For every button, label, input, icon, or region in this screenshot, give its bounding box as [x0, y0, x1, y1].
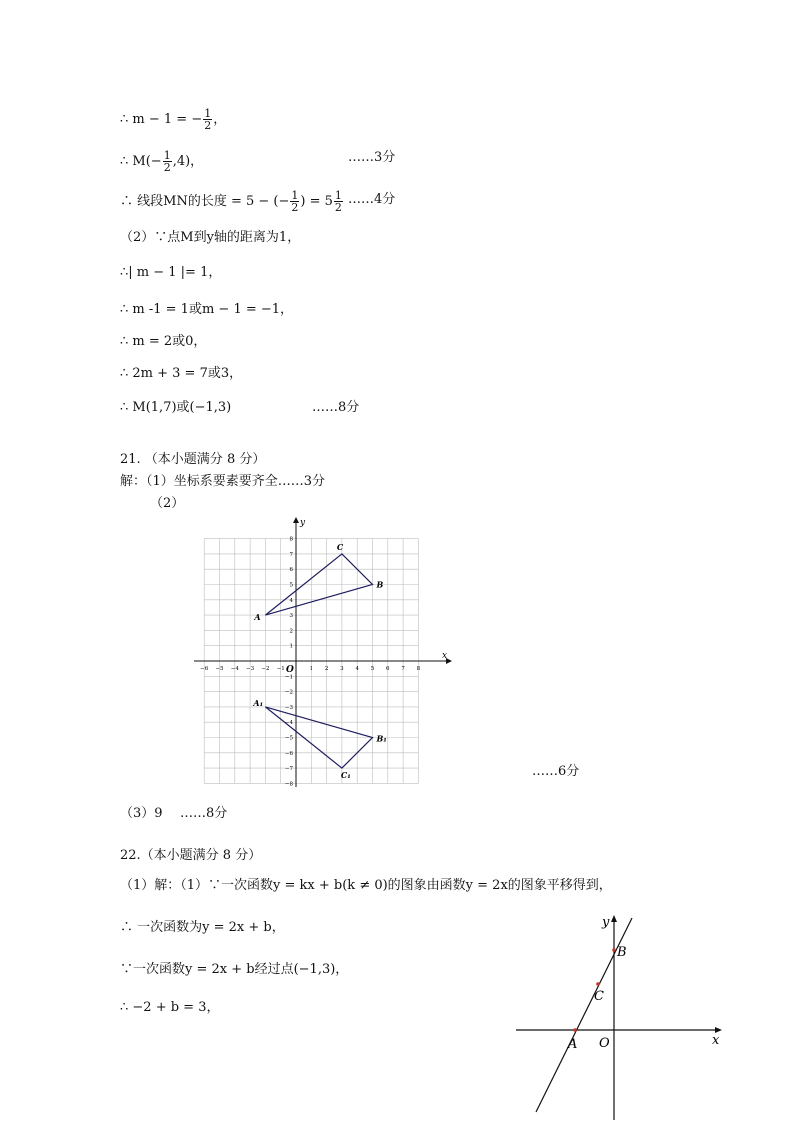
score-8: ……8分: [312, 400, 360, 415]
line-6: ∴ m -1 = 1或m − 1 = −1，: [120, 302, 294, 317]
y-tick-label: −2: [284, 689, 293, 696]
y-tick-label: 3: [289, 613, 293, 620]
score-3: ……3分: [348, 150, 396, 165]
y-axis-label: y: [602, 915, 610, 930]
x-tick-label: −1: [276, 666, 285, 672]
line-1: ∴ m − 1 = − $\frac{1}{2}$ ，: [120, 107, 227, 132]
fraction: $\frac{1}{2}$: [163, 149, 171, 174]
y-tick-label: 8: [289, 536, 293, 543]
fraction: $\frac{1}{2}$: [204, 107, 212, 132]
score-4: ……4分: [348, 192, 396, 207]
q22-line3: ∵一次函数y = 2x + b经过点(−1,3)，: [120, 962, 349, 977]
y-tick-label: 1: [289, 643, 293, 650]
x-tick-label: 4: [355, 666, 359, 672]
point-a-marker: [573, 1028, 577, 1032]
q21-part1: 解：（1）坐标系要素要齐全……3分: [120, 474, 326, 489]
point-c-label: C: [594, 989, 604, 1004]
y-tick-label: −5: [284, 735, 293, 742]
line-7: ∴ m = 2或0，: [120, 334, 207, 349]
line-2: ∴ M(− $\frac{1}{2}$ ,4)，: [120, 149, 204, 174]
y-axis-arrow: [293, 517, 299, 523]
y-tick-label: −7: [284, 766, 293, 773]
q22-line2: ∴ 一次函数为y = 2x + b，: [120, 920, 285, 935]
line-5: ∴| m − 1 |= 1，: [120, 265, 222, 280]
x-tick-label: 3: [340, 666, 344, 672]
y-tick-label: −8: [284, 781, 293, 788]
linear-function-graph: [510, 910, 740, 1122]
q21-part3: （3）9: [120, 806, 163, 821]
y-tick-label: 4: [289, 597, 293, 604]
x-tick-label: −5: [215, 666, 224, 672]
fraction: $\frac{1}{2}$: [291, 189, 299, 214]
q21-heading: 21. （本小题满分 8 分）: [120, 452, 266, 467]
y-tick-label: −4: [284, 720, 293, 727]
x-tick-label: 5: [370, 666, 375, 672]
y-tick-label: −1: [284, 674, 293, 681]
y-tick-label: 7: [289, 551, 293, 558]
vertex-label-C: C: [336, 541, 344, 552]
x-tick-label: −6: [200, 666, 209, 672]
q22-heading: 22.（本小题满分 8 分）: [120, 848, 262, 863]
x-tick-label: −4: [230, 666, 239, 672]
y-axis-label: y: [300, 518, 306, 528]
line-9: ∴ M(1,7)或(−1,3): [120, 400, 232, 415]
y-tick-label: −6: [284, 750, 293, 757]
q21-part2: （2）: [150, 496, 185, 511]
x-tick-label: −2: [261, 666, 270, 672]
vertex-label-A₁: A₁: [253, 697, 264, 708]
x-tick-label: 7: [401, 666, 405, 672]
point-b-label: B: [617, 945, 627, 960]
y-axis-arrow: [611, 915, 617, 922]
vertex-label-C₁: C₁: [340, 770, 351, 781]
x-axis-label: x: [442, 651, 448, 661]
line-8: ∴ 2m + 3 = 7或3，: [120, 366, 243, 381]
vertex-label-A: A: [254, 612, 261, 623]
coordinate-grid-graph: [190, 515, 460, 790]
origin-label: O: [599, 1036, 610, 1051]
x-tick-label: 1: [309, 666, 314, 672]
y-tick-label: 5: [289, 582, 293, 589]
x-tick-label: 2: [324, 666, 329, 672]
x-tick-label: −3: [246, 666, 255, 672]
q22-line1: （1）解：（1）∵一次函数y = kx + b(k ≠ 0)的图象由函数y = 2x的图象平移得到，: [120, 878, 612, 893]
score-6: ……6分: [532, 764, 580, 779]
axes: [194, 517, 452, 787]
x-tick-label: 8: [416, 666, 421, 672]
point-a-label: A: [568, 1037, 578, 1052]
fraction: $\frac{1}{2}$: [334, 189, 342, 214]
score-8b: ……8分: [180, 806, 228, 821]
y-tick-label: 2: [289, 628, 293, 635]
y-tick-label: −3: [284, 704, 293, 711]
q22-line4: ∴ −2 + b = 3，: [120, 1000, 220, 1015]
x-axis-label: x: [712, 1033, 720, 1048]
y-tick-label: 6: [289, 567, 293, 574]
line-3: ∴ 线段MN的长度 = 5 − (− $\frac{1}{2}$ ) = 5 $\frac{1}{2}$: [120, 189, 342, 214]
x-tick-label: 6: [386, 666, 390, 672]
origin-label: O: [286, 665, 294, 675]
vertex-label-B: B: [376, 579, 384, 590]
point-b-marker: [612, 948, 616, 952]
vertex-label-B₁: B₁: [376, 733, 387, 744]
line-4: （2）∵点M到y轴的距离为1，: [120, 230, 301, 245]
point-c-marker: [596, 982, 600, 986]
